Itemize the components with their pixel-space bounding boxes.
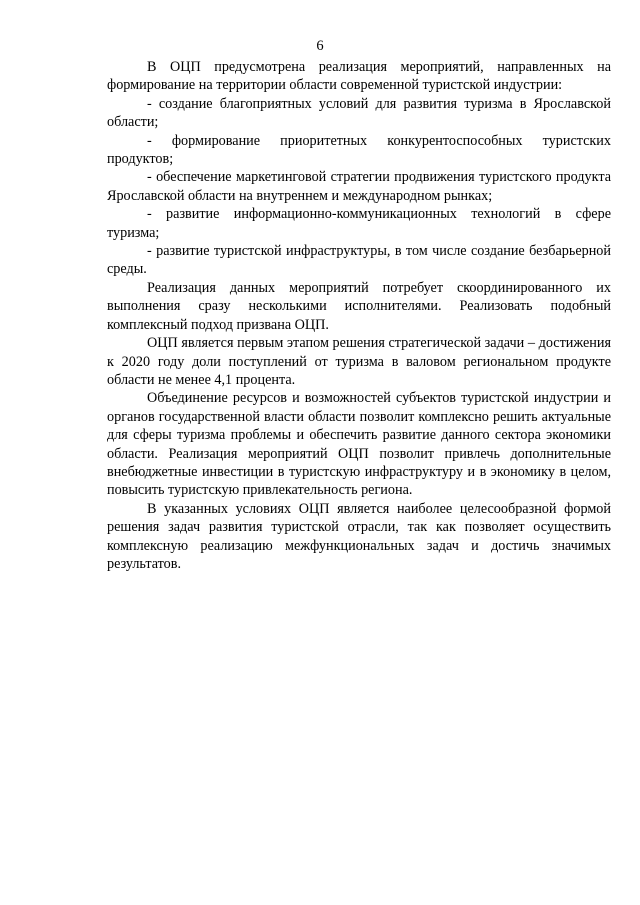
page-number: 6 xyxy=(316,38,324,54)
paragraph-intro: В ОЦП предусмотрена реализация мероприятий, направленных на формирование на территории области современной туристской индустрии: xyxy=(107,59,611,94)
paragraph-coordination: Реализация данных мероприятий потребует скоординированного их выполнения сразу несколькими исполнителями. Реализовать подобный комплексный подход призвана ОЦП. xyxy=(107,279,611,333)
paragraph-strategic-goal: ОЦП является первым этапом решения стратегической задачи – достижения к 2020 году доли поступлений от туризма в валовом региональном продукте области не менее 4,1 процента. xyxy=(107,335,611,388)
paragraph-conclusion: В указанных условиях ОЦП является наиболее целесообразной формой решения задач развития туристской отрасли, так как позволяет осуществить комплексную реализацию межфункциональных задач и достичь значимых результатов. xyxy=(107,500,611,572)
list-item-marketing-strategy: - обеспечение маркетинговой стратегии продвижения туристского продукта Ярославской области на внутреннем и международном рынках; xyxy=(107,169,611,204)
list-item-priority-products: - формирование приоритетных конкурентоспособных туристских продуктов; xyxy=(107,132,611,168)
document-body xyxy=(107,58,611,573)
paragraph-resources: Объединение ресурсов и возможностей субъектов туристской индустрии и органов государственной власти области позволит комплексно решить актуальные для сферы туризма проблемы и обеспечить развитие данного сектора экономики области. Реализация мероприятий ОЦП позволит привлечь дополнительные внебюджетные инвестиции в туристскую инфраструктуру и в экономику в целом, повысить туристскую привлекательность региона. xyxy=(107,390,611,499)
list-item-infrastructure: - развитие туристской инфраструктуры, в том числе создание безбарьерной среды. xyxy=(107,243,611,278)
list-item-favorable-conditions: - создание благоприятных условий для развития туризма в Ярославской области; xyxy=(107,95,611,131)
list-item-ict-development: - развитие информационно-коммуникационных технологий в сфере туризма; xyxy=(107,206,611,241)
